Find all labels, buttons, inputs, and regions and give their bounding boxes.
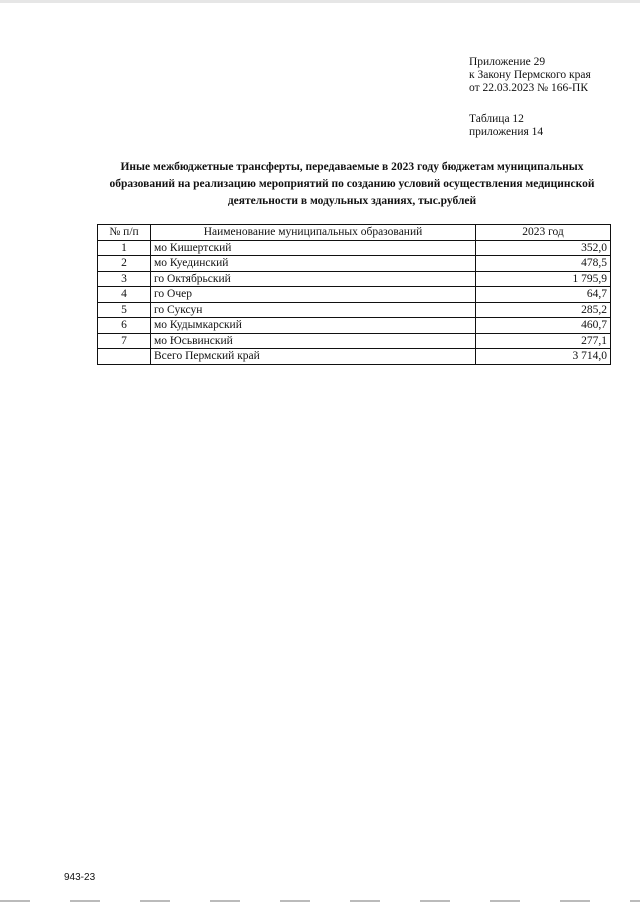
row-number: 1 [98,240,151,256]
table-header-row [98,225,611,241]
row-value: 285,2 [476,302,611,318]
title-line: Иные межбюджетные трансферты, передаваемые в 2023 году бюджетам муниципальных [120,161,584,173]
law-date-number: от 22.03.2023 № 166-ПК [469,82,589,94]
row-municipality: мо Куединский [151,256,476,272]
total-value: 3 714,0 [476,349,611,365]
document-title [90,159,614,210]
row-municipality: го Октябрьский [151,271,476,287]
table-row [98,302,611,318]
scan-artifact [0,900,640,902]
table-row [98,318,611,334]
table-row [98,256,611,272]
row-number: 7 [98,333,151,349]
table-number: Таблица 12 [469,113,524,125]
footer-code: 943-23 [64,872,96,883]
table-row [98,271,611,287]
row-municipality: го Очер [151,287,476,303]
header-year: 2023 год [476,225,611,241]
row-value: 64,7 [476,287,611,303]
row-value: 352,0 [476,240,611,256]
title-line: деятельности в модульных зданиях, тыс.рублей [227,195,477,207]
row-value: 478,5 [476,256,611,272]
header-municipality: Наименование муниципальных образований [151,225,476,241]
row-value: 1 795,9 [476,271,611,287]
row-municipality: мо Юсьвинский [151,333,476,349]
table-row [98,287,611,303]
row-number: 4 [98,287,151,303]
row-number: 5 [98,302,151,318]
row-municipality: го Суксун [151,302,476,318]
row-number: 6 [98,318,151,334]
header-number: № п/п [98,225,151,241]
page-edge [0,0,640,3]
table-total-row [98,349,611,365]
total-label: Всего Пермский край [151,349,476,365]
row-municipality: мо Кудымкарский [151,318,476,334]
row-value: 460,7 [476,318,611,334]
appendix-label: Приложение 29 [469,56,546,68]
title-line: образований на реализацию мероприятий по созданию условий осуществления медицинской [109,178,595,190]
row-number: 2 [98,256,151,272]
row-value: 277,1 [476,333,611,349]
law-reference: к Закону Пермского края [469,69,591,81]
transfers-table [97,224,611,365]
total-number-cell [98,349,151,365]
document-header [469,56,629,139]
row-municipality: мо Кишертский [151,240,476,256]
annex-number: приложения 14 [469,126,544,138]
table-row [98,333,611,349]
row-number: 3 [98,271,151,287]
table-row [98,240,611,256]
